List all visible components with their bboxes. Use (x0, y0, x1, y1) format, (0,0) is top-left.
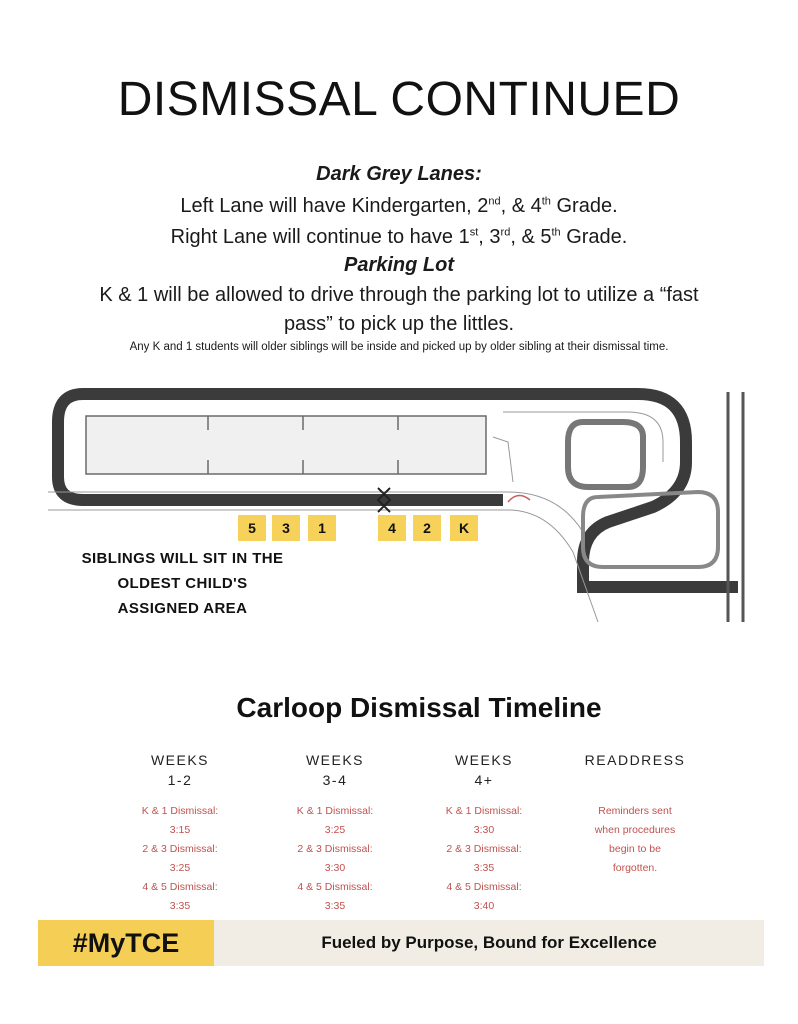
lanes-heading: Dark Grey Lanes: (316, 163, 482, 185)
timeline-title: Carloop Dismissal Timeline (236, 692, 602, 723)
parking-line-1: K & 1 will be allowed to drive through the parking lot to utilize a “fast (99, 284, 699, 306)
area-tag-4: 4 (378, 515, 406, 541)
timeline-column-weeks-4-plus: WEEKS 4+ K & 1 Dismissal: 3:30 2 & 3 Dismissal: 3:35 4 & 5 Dismissal: 3:40 (445, 752, 523, 912)
hashtag: #MyTCE (38, 920, 214, 966)
timeline-column-weeks-3-4: WEEKS 3-4 K & 1 Dismissal: 3:25 2 & 3 Dismissal: 3:30 4 & 5 Dismissal: 3:35 (296, 752, 374, 912)
area-tag-k: K (450, 515, 478, 541)
footer-banner (38, 920, 764, 966)
area-tag-2: 2 (413, 515, 441, 541)
area-tag-1: 1 (308, 515, 336, 541)
parking-line-2: pass” to pick up the littles. (283, 313, 515, 335)
area-tag-3: 3 (272, 515, 300, 541)
left-lane-text: Left Lane will have Kindergarten, 2nd, & 4th Grade. (180, 195, 618, 217)
parking-heading: Parking Lot (343, 254, 454, 276)
siblings-note: SIBLINGS WILL SIT IN THE OLDEST CHILD'S ASSIGNED AREA (81, 550, 284, 617)
parking-note: Any K and 1 students will older siblings will be inside and picked up by older sibling at their dismissal time. (129, 341, 669, 353)
motto: Fueled by Purpose, Bound for Excellence (321, 933, 657, 952)
page-title: DISMISSAL CONTINUED (117, 73, 681, 126)
timeline-column-readdress: READDRESS Reminders sent when procedures begin to be forgotten. (584, 752, 686, 874)
right-lane-text: Right Lane will continue to have 1st, 3rd, & 5th Grade. (170, 226, 628, 248)
timeline-column-weeks-1-2: WEEKS 1-2 K & 1 Dismissal: 3:15 2 & 3 Dismissal: 3:25 4 & 5 Dismissal: 3:35 (141, 752, 219, 912)
area-tag-5: 5 (238, 515, 266, 541)
